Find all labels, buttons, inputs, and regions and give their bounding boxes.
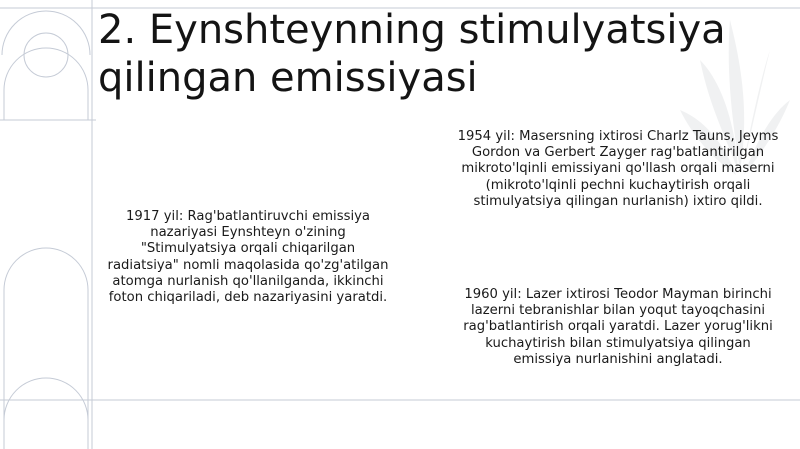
slide-title-line: qilingan emissiyasi	[98, 55, 478, 101]
text-line: mikroto'lqinli emissiyani qo'llash orqali maserni	[461, 161, 775, 177]
text-line: 1954 yil: Masersning ixtirosi Charlz Tauns, Jeyms	[457, 129, 779, 144]
text-line: foton chiqariladi, deb nazariyasini yaratdi.	[108, 290, 388, 306]
bottom-arch-shape	[4, 378, 88, 449]
slide-title-line: 2. Eynshteynning stimulyatsiya	[98, 7, 726, 53]
text-line: "Stimulyatsiya orqali chiqarilgan	[140, 241, 356, 257]
lower-arch-shape	[4, 248, 88, 449]
text-block-1960	[448, 287, 788, 368]
text-line: 1917 yil: Rag'batlantiruvchi emissiya	[126, 209, 370, 224]
text-line: Gordon va Gerbert Zayger rag'batlantirilgan	[471, 145, 765, 161]
text-line: emissiya nurlanishini anglatadi.	[513, 351, 723, 367]
text-line: stimulyatsiya qilingan nurlanish) ixtiro qildi.	[473, 193, 763, 209]
text-line: radiatsiya" nomli maqolasida qo'zg'atilgan	[107, 257, 389, 273]
text-line: kuchaytirish bilan stimulyatsiya qilingan	[485, 335, 751, 351]
text-line: rag'batlantirish orqali yaratdi. Lazer yorug'likni	[463, 319, 773, 335]
text-line: (mikroto'lqinli pechni kuchaytirish orqali	[485, 177, 751, 193]
upper-arch-shape	[4, 48, 88, 120]
text-line: 1960 yil: Lazer ixtirosi Teodor Mayman birinchi	[464, 287, 772, 302]
slide-title	[98, 6, 788, 102]
text-line: lazerni tebranishlar bilan yoqut tayoqchasini	[471, 303, 765, 319]
text-line: atomga nurlanish qo'llanilganda, ikkinchi	[112, 273, 384, 289]
text-block-1954	[448, 129, 788, 210]
small-circle-shape	[24, 33, 68, 77]
text-line: nazariyasi Eynshteyn o'zining	[150, 225, 346, 241]
text-block-1917	[98, 209, 398, 306]
